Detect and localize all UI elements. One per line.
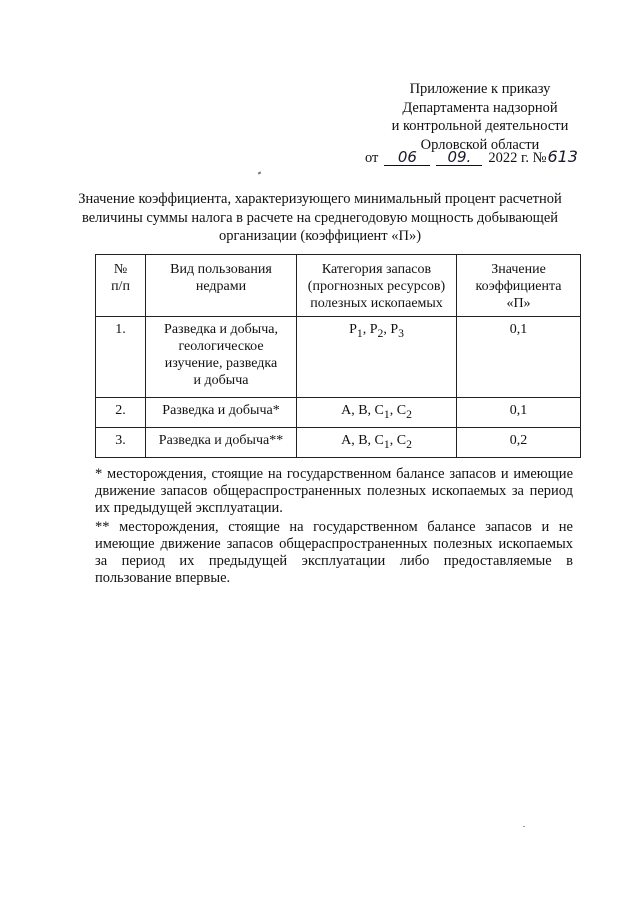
- annex-header-line-4: Орловской области: [420, 136, 540, 153]
- cell-number: 3.: [96, 427, 146, 457]
- annex-header: [360, 80, 600, 154]
- cell-number: 2.: [96, 398, 146, 428]
- scan-speck-bottom: [523, 826, 525, 827]
- cell-usage-type: Разведка и добыча*: [146, 398, 297, 428]
- table-row: [96, 317, 581, 398]
- cell-reserve-category: [297, 427, 457, 457]
- table-header-coefficient-value-text: Значение коэффициента «П»: [475, 262, 562, 311]
- date-year-label: 2022 г. №: [488, 150, 547, 166]
- table-row: [96, 427, 581, 457]
- cell-reserve-category-text: A, B, $C_1$, $C_2$: [341, 403, 412, 421]
- table-header-coefficient-value: [457, 255, 581, 317]
- annex-header-line-3: и контрольной деятельности: [391, 118, 569, 134]
- annex-header-line-1: Приложение к приказу: [409, 81, 551, 97]
- annex-header-line-2: Департамента надзорной: [402, 99, 558, 116]
- footnote-double-asterisk: ** месторождения, стоящие на государственном балансе запасов и не имеющие движение запасов общераспространенных полезных ископаемых за период их предыдущей эксплуатации либо предоставляемые в пользование впервые.: [95, 519, 573, 586]
- cell-usage-type: [146, 317, 297, 398]
- order-number-handwritten: 613: [547, 147, 578, 166]
- cell-reserve-category: [297, 398, 457, 428]
- date-month-handwritten: 09.: [436, 149, 482, 166]
- table-header-number: [96, 255, 146, 317]
- date-prefix: от: [365, 150, 379, 166]
- cell-usage-type: Разведка и добыча**: [146, 427, 297, 457]
- cell-usage-type-text: Разведка и добыча, геологическое изучение, разведка и добыча: [164, 322, 278, 388]
- cell-reserve-category-text: $P_1$, $P_2$, $P_3$: [349, 322, 404, 340]
- table-header-row: [96, 255, 581, 317]
- table-header-usage-type-text: Вид пользования недрами: [170, 262, 272, 294]
- scan-speck: [258, 171, 262, 174]
- cell-coefficient-value: 0,1: [457, 398, 581, 428]
- footnote-single-asterisk: * месторождения, стоящие на государственном балансе запасов и имеющие движение запасов общераспространенных полезных ископаемых за период их предыдущей эксплуатации.: [95, 466, 573, 516]
- table-row: [96, 398, 581, 428]
- date-day-handwritten: 06: [384, 149, 430, 166]
- table-header-usage-type: [146, 255, 297, 317]
- table-header-reserve-category-text: Категория запасов (прогнозных ресурсов) полезных ископаемых: [307, 262, 446, 311]
- table-header-number-text: № п/п: [111, 262, 130, 294]
- order-date-line: [365, 147, 578, 167]
- cell-coefficient-value: 0,1: [457, 317, 581, 398]
- cell-coefficient-value: 0,2: [457, 427, 581, 457]
- cell-number: 1.: [96, 317, 146, 398]
- footnotes: [95, 466, 573, 587]
- coefficient-table: [95, 254, 581, 458]
- table-header-reserve-category: [297, 255, 457, 317]
- document-title: Значение коэффициента, характеризующего минимальный процент расчетной величины суммы налога в расчете на среднегодовую мощность добывающей организации (коэффициент «П»): [78, 191, 562, 244]
- cell-reserve-category: [297, 317, 457, 398]
- cell-reserve-category-text: A, B, $C_1$, $C_2$: [341, 432, 412, 451]
